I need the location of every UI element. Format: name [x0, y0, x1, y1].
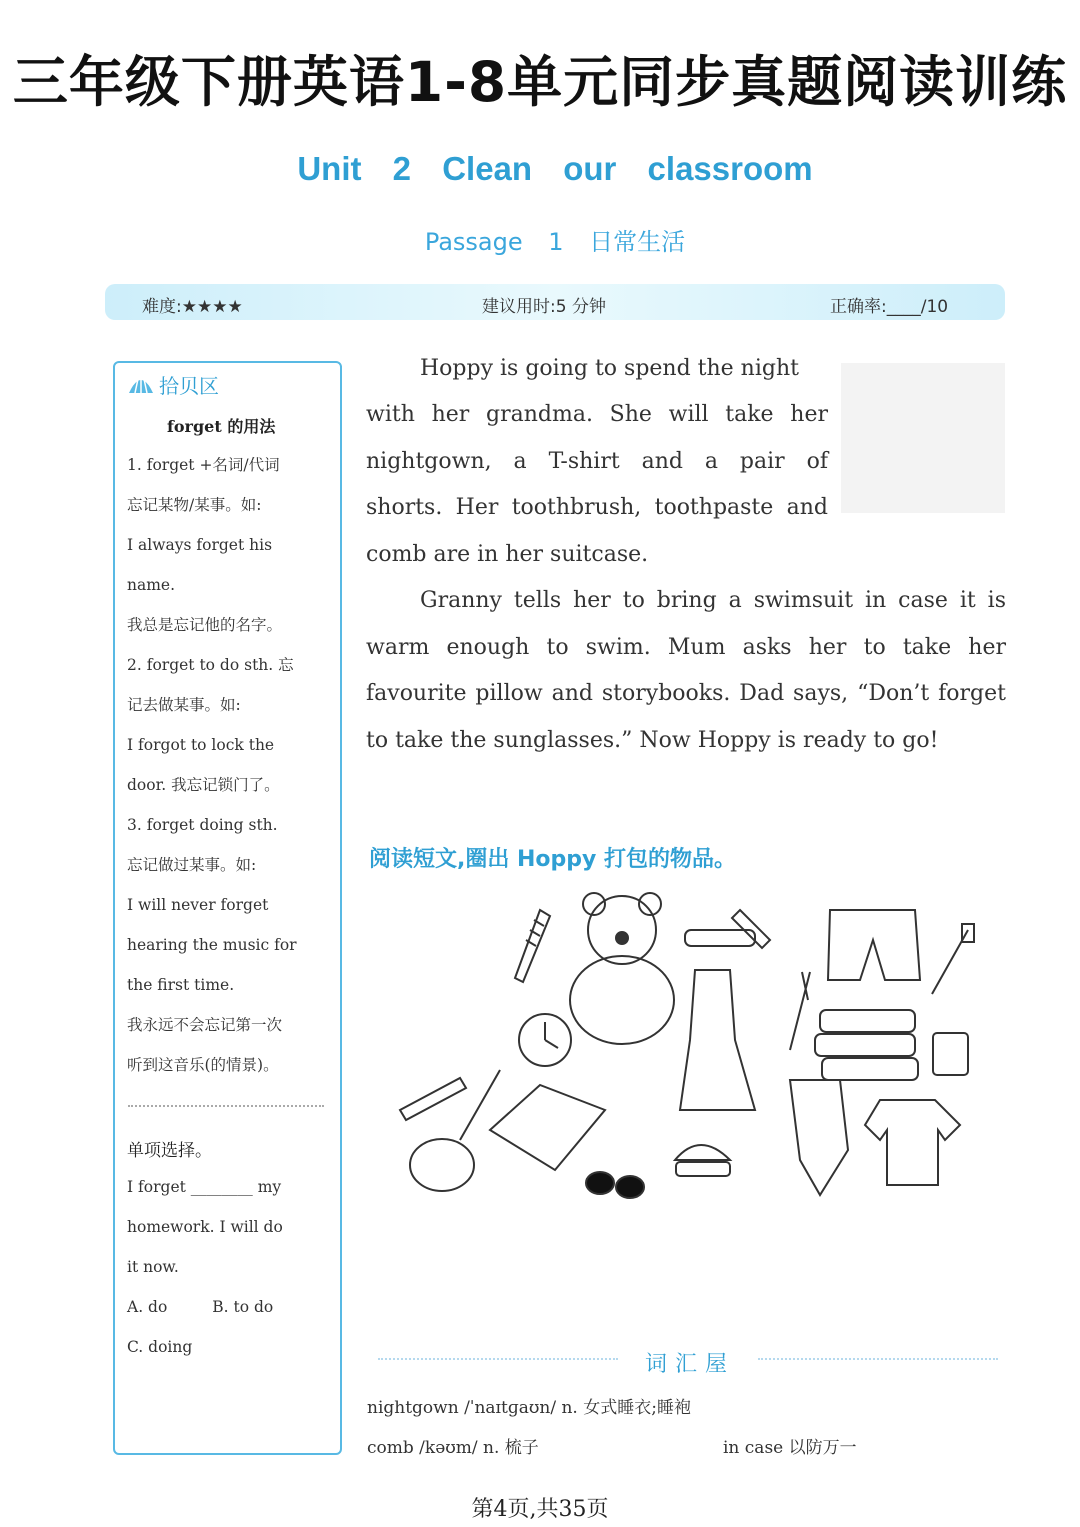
sunglasses-icon: [586, 1172, 644, 1198]
task-instruction: 阅读短文,圈出 Hoppy 打包的物品。: [369, 847, 737, 872]
difficulty: 难度:★★★★: [142, 297, 243, 317]
alarm-clock-icon: [519, 1014, 571, 1066]
vocab-divider-left: [378, 1358, 618, 1360]
sidebar-line: 我永远不会忘记第一次: [127, 1016, 283, 1034]
vocab-item: comb /kəʊm/ n. 梳子: [367, 1438, 539, 1458]
sidebar-line: 2. forget to do sth. 忘: [127, 656, 294, 674]
dress-icon: [680, 970, 755, 1110]
option-c: C. doing: [127, 1338, 193, 1356]
sidebar-line: I will never forget: [127, 896, 269, 914]
unit-name: Clean our classroom: [442, 150, 813, 187]
passage-label: Passage 1: [424, 228, 564, 256]
vocab-item: in case 以防万一: [723, 1438, 857, 1458]
option-a: A. do: [127, 1298, 168, 1316]
story-line: Hoppy is going to spend the night: [420, 356, 799, 381]
page-title: 三年级下册英语1-8单元同步真题阅读训练: [12, 50, 1068, 114]
sidebar-line: 1. forget +名词/代词: [127, 456, 280, 474]
passage-topic: 日常生活: [589, 228, 686, 256]
info-bar: [105, 284, 1005, 320]
exercise-options: [127, 1297, 324, 1317]
unit-label: Unit 2: [297, 150, 412, 187]
sidebar-line: 我总是忘记他的名字。: [127, 616, 283, 634]
story-paragraph-2: Granny tells her to bring a swimsuit in case it is warm enough to swim. Mum asks her to take her favourite pillow and storybooks. Dad says, “Don’t forget to take the sunglasses.” Now Hoppy is ready to go!: [366, 588, 1006, 753]
sidebar-line: I always forget his: [127, 536, 273, 554]
sidebar-line: 忘记某物/某事。如:: [127, 496, 262, 514]
story-illustration: [841, 363, 1005, 513]
sidebar-heading-text: 拾贝区: [159, 374, 219, 398]
sidebar-line: door. 我忘记锁门了。: [127, 776, 280, 794]
page-footer: 第4页,共35页: [471, 1497, 609, 1522]
hamburger-icon: [675, 1145, 730, 1176]
toothpaste-icon: [400, 1078, 466, 1120]
vocab-item: nightgown /ˈnaɪtɡaʊn/ n. 女式睡衣;睡袍: [367, 1398, 691, 1418]
sidebar-line: 忘记做过某事。如:: [127, 856, 257, 874]
teddy-bear-icon: [570, 893, 674, 1044]
vocab-heading: 词汇屋: [645, 1352, 736, 1377]
accuracy-rate: 正确率:____/10: [830, 297, 949, 317]
exercise-line: homework. I will do: [127, 1218, 283, 1236]
sidebar-line: the first time.: [127, 976, 235, 994]
swimsuit-icon: [790, 1080, 848, 1195]
pillow-icon: [490, 1085, 605, 1170]
sidebar-line: 记去做某事。如:: [127, 696, 241, 714]
books-icon: [815, 1010, 918, 1080]
suggested-time: 建议用时:5 分钟: [482, 297, 606, 317]
fork-icon: [790, 972, 810, 1050]
sidebar-line: hearing the music for: [127, 936, 297, 954]
shorts-icon: [828, 910, 920, 980]
sidebar-heading: [127, 370, 219, 399]
comb-icon: [515, 910, 550, 982]
t-shirt-icon: [865, 1100, 960, 1185]
sidebar-line: 听到这音乐(的情景)。: [127, 1056, 279, 1074]
vocab-divider-right: [758, 1358, 998, 1360]
mug-icon: [933, 1033, 968, 1075]
exercise-title: 单项选择。: [127, 1141, 212, 1161]
story-line: with her grandma. She will take her: [366, 402, 828, 427]
toothbrush-icon: [932, 924, 974, 994]
shell-icon: [127, 373, 155, 397]
story-line: comb are in her suitcase.: [366, 542, 649, 567]
sidebar-line: name.: [127, 576, 176, 594]
sidebar-divider: [128, 1105, 324, 1107]
exercise-line: it now.: [127, 1258, 179, 1276]
story-line: shorts. Her toothbrush, toothpaste and: [366, 495, 828, 520]
packing-items-picture: [390, 890, 990, 1210]
sidebar-line: I forgot to lock the: [127, 736, 275, 754]
guitar-icon: [410, 1070, 500, 1191]
story-line: nightgown, a T-shirt and a pair of: [366, 449, 828, 474]
sidebar-line: 3. forget doing sth.: [127, 816, 278, 834]
passage-title: [0, 222, 1080, 257]
exercise-line: I forget ________ my: [127, 1178, 282, 1196]
hammer-icon: [685, 910, 770, 948]
sidebar-subheading: forget 的用法: [167, 417, 276, 436]
option-b: B. to do: [212, 1298, 274, 1316]
unit-title: [0, 150, 1080, 188]
